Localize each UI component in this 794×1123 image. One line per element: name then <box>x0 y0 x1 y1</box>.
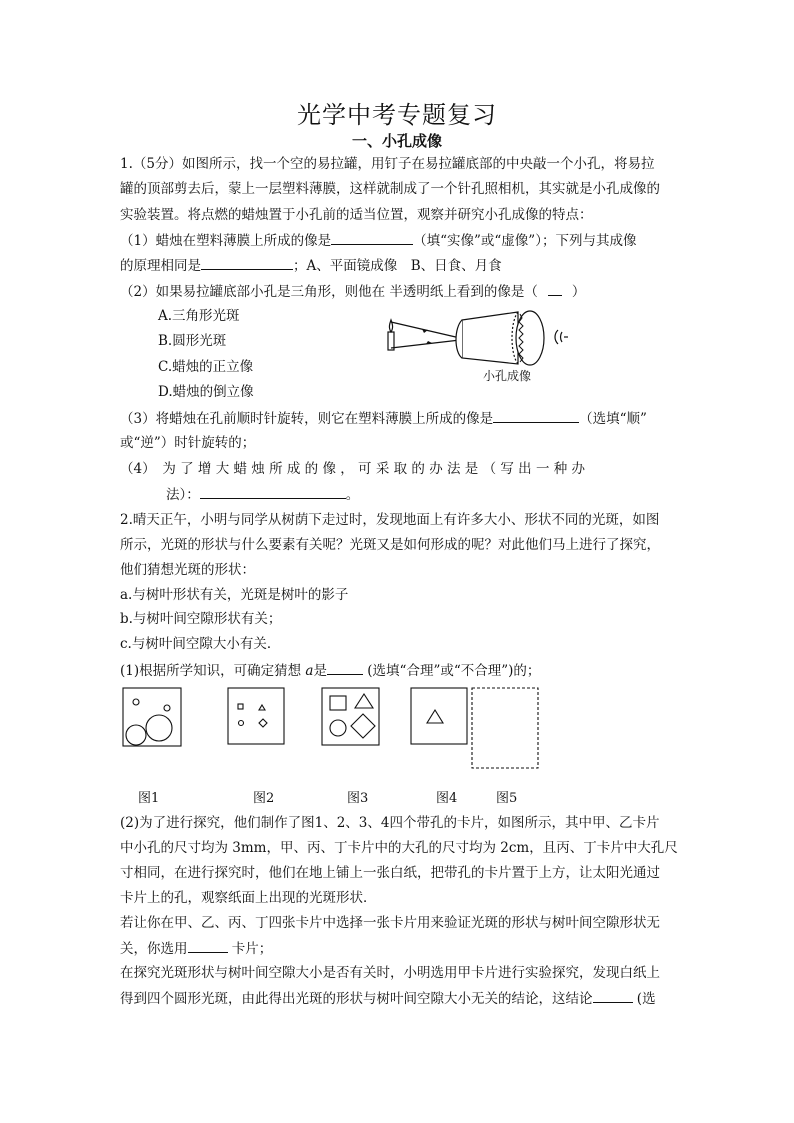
q1-part1-cont <box>120 255 680 276</box>
figure-caption: 小孔成像 <box>483 369 532 383</box>
q2-line-2: 所示，光斑的形状与什么要素有关呢？光斑又是如何形成的呢？对此他们马上进行了探究， <box>120 537 660 553</box>
q1-part1 <box>120 230 680 251</box>
q1-line-3: 实验装置。将点燃的蜡烛置于小孔前的适当位置，观察并研究小孔成像的特点： <box>120 207 593 223</box>
q2-step2-line-3: 寸相同，在进行探究时，他们在地上铺上一张白纸，把带孔的卡片置于上方，让太阳光通过 <box>120 865 660 881</box>
figure-label-4: 图4 <box>436 791 458 806</box>
page-title: 光学中考专题复习 <box>297 101 497 129</box>
q2-step1 <box>120 660 680 681</box>
q2-step1-text-c: (选填“合理”或“不合理”)的； <box>367 663 541 679</box>
q1-part4-cont <box>166 484 726 505</box>
guess-c: c.与树叶间空隙大小有关． <box>120 636 281 652</box>
q2-line-1: 2.晴天正午，小明与同学从树荫下走过时，发现地面上有许多大小、形状不同的光斑，如图 <box>120 512 660 528</box>
q1-line-2: 罐的顶部剪去后，蒙上一层塑料薄膜，这样就制成了一个针孔照相机，其实就是小孔成像的 <box>120 181 660 197</box>
q2-step3-line-1: 若让你在甲、乙、丙、丁四张卡片中选择一张卡片用来验证光斑的形状与树叶间空隙形状无 <box>120 915 660 931</box>
q2-step2-line-2: 中小孔的尺寸均为 3mm，甲、丙、丁卡片中的大孔的尺寸均为 2cm，且丙、丁卡片中大孔尺 <box>120 840 678 856</box>
q1-part1-text-d: ；A、平面镜成像 B、日食、月食 <box>293 258 502 274</box>
q1-part1-text-b: （填“实像”或“虚像”）；下列与其成像 <box>413 233 637 249</box>
guess-a: a.与树叶形状有关，光斑是树叶的影子 <box>120 587 349 603</box>
figure-label-5: 图5 <box>496 791 518 806</box>
section-heading: 一、小孔成像 <box>351 132 442 150</box>
guess-letter: a <box>305 663 314 679</box>
q2-step4-line-2 <box>120 988 680 1009</box>
q1-part4-text-c: 。 <box>345 487 360 503</box>
q1-part3-text-b: （选填“顺” <box>579 411 647 427</box>
q1-part3-cont: 或“逆”）时针旋转的； <box>120 435 256 451</box>
q1-part1-text-a: （1）蜡烛在塑料薄膜上所成的像是 <box>120 233 332 249</box>
q2-step4-text-b: (选 <box>636 991 656 1007</box>
q2-line-3: 他们猜想光斑的形状： <box>120 562 255 578</box>
option-c: C.蜡烛的正立像 <box>158 359 254 375</box>
answer-blank[interactable] <box>331 230 413 245</box>
answer-blank[interactable] <box>493 408 579 423</box>
guess-b: b.与树叶间空隙形状有关； <box>120 611 282 627</box>
q2-step4-line-1: 在探究光斑形状与树叶间空隙大小是否有关时，小明选用甲卡片进行实验探究，发现白纸上 <box>120 965 660 981</box>
answer-blank[interactable] <box>548 281 562 296</box>
option-a: A.三角形光斑 <box>158 308 240 324</box>
figure-label-1: 图1 <box>138 791 160 806</box>
q2-step4-text-a: 得到四个圆形光斑，由此得出光斑的形状与树叶间空隙大小无关的结论，这结论 <box>120 991 593 1007</box>
q2-step2-line-4: 卡片上的孔，观察纸面上出现的光斑形状． <box>120 890 377 906</box>
answer-blank[interactable] <box>188 938 228 953</box>
option-b: B.圆形光斑 <box>158 333 227 349</box>
q2-step3-line-2 <box>120 938 680 959</box>
answer-blank[interactable] <box>200 484 346 499</box>
answer-blank[interactable] <box>327 660 363 675</box>
answer-blank[interactable] <box>593 988 633 1003</box>
card-figures <box>120 686 550 771</box>
q1-part4: （4） 为 了 增 大 蜡 烛 所 成 的 像 ， 可 采 取 的 办 法 是 （ 写 出 一 种 办 <box>120 461 586 477</box>
q1-part3-text-a: （3）将蜡烛在孔前顺时针旋转，则它在塑料薄膜上所成的像是 <box>120 411 494 427</box>
pinhole-camera-figure <box>382 308 582 368</box>
q1-part2 <box>120 281 680 302</box>
q2-step3-text-a: 关，你选用 <box>120 941 188 957</box>
q2-step3-text-b: 卡片； <box>231 941 273 957</box>
q1-part2-end: ） <box>571 284 586 300</box>
q1-line-1: 1.（5分）如图所示，找一个空的易拉罐，用钉子在易拉罐底部的中央敲一个小孔，将易拉 <box>120 156 655 172</box>
q1-part4-text-b: 法）： <box>166 487 200 503</box>
answer-blank[interactable] <box>201 255 293 270</box>
option-d: D.蜡烛的倒立像 <box>158 384 254 400</box>
q2-step1-text-a: (1)根据所学知识，可确定猜想 <box>120 663 302 679</box>
q1-part3 <box>120 408 680 429</box>
q2-step2-line-1: (2)为了进行探究，他们制作了图1、2、3、4四个带孔的卡片，如图所示，其中甲、乙卡片 <box>120 815 660 831</box>
figure-label-3: 图3 <box>347 791 369 806</box>
q2-step1-text-b: 是 <box>313 663 327 679</box>
q1-part1-text-c: 的原理相同是 <box>120 258 201 274</box>
q1-part2-text: （2）如果易拉罐底部小孔是三角形，则他在 半透明纸上看到的像是（ <box>120 284 538 300</box>
figure-label-2: 图2 <box>253 791 275 806</box>
